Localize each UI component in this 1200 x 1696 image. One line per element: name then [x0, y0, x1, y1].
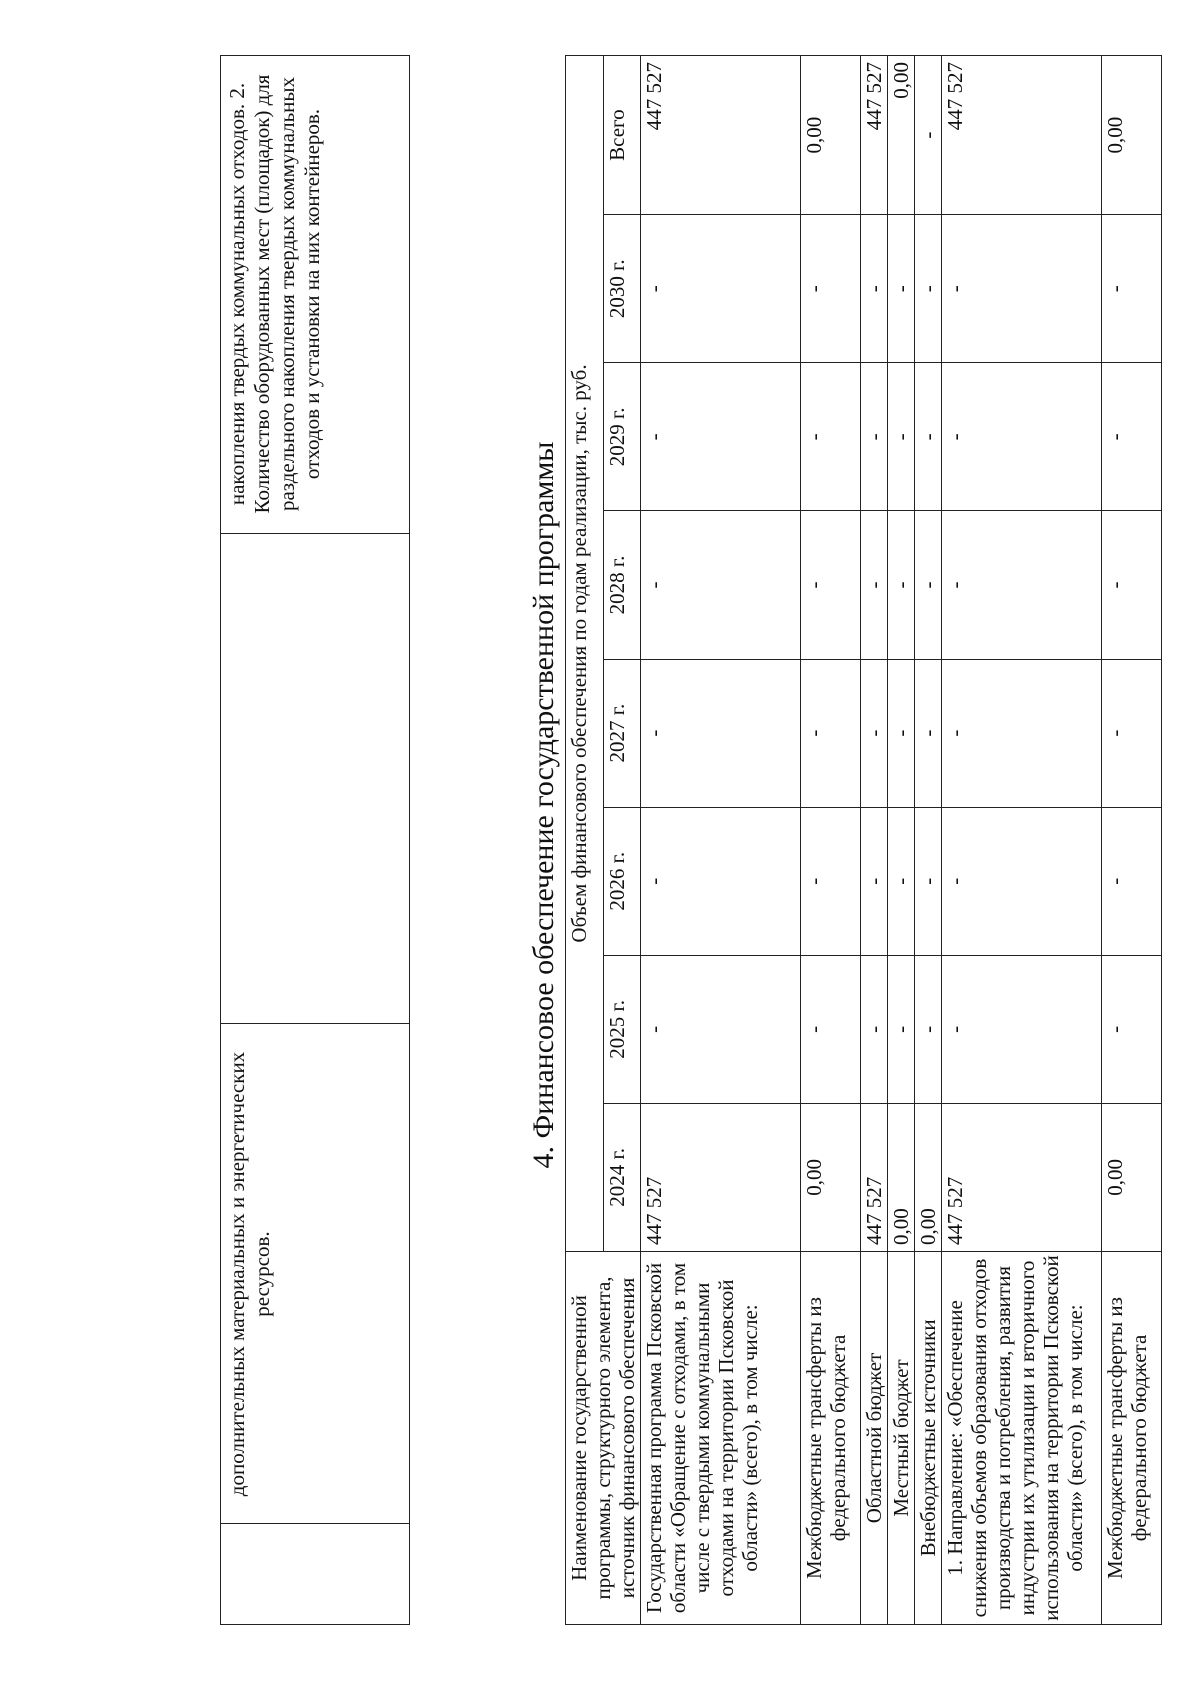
cell-value: - — [888, 807, 915, 955]
cell-value: - — [942, 955, 1102, 1103]
total-header: Всего — [603, 56, 641, 215]
cell-value: - — [861, 363, 888, 511]
year-header: 2028 г. — [603, 511, 641, 659]
cell-value: - — [1102, 511, 1162, 659]
previous-table-fragment — [220, 55, 410, 1625]
cell-value: 0,00 — [1102, 1103, 1162, 1251]
cell-value: - — [915, 511, 942, 659]
row-name: 1. Направление: «Обеспечение снижения объемов образования отходов производства и потребления, развития индустрии их утилизации и вторичного использования на территории Псковской области» (всего), в том числе: — [942, 1251, 1102, 1624]
cell-value: - — [942, 511, 1102, 659]
cell-value: - — [1102, 363, 1162, 511]
row-name: Межбюджетные трансферты из федерального бюджета — [1102, 1251, 1162, 1624]
cell-value: - — [1102, 807, 1162, 955]
year-header: 2024 г. — [603, 1103, 641, 1251]
cell-value: - — [801, 955, 861, 1103]
cell-value: - — [888, 363, 915, 511]
previous-table-cell: дополнительных материальных и энергетических ресурсов. — [225, 1051, 274, 1497]
cell-value: - — [861, 955, 888, 1103]
table-row — [861, 56, 888, 1625]
cell-value: - — [641, 511, 801, 659]
cell-value: 0,00 — [801, 56, 861, 215]
cell-value: - — [888, 659, 915, 807]
row-name: Внебюджетные источники — [915, 1251, 942, 1624]
cell-value: 447 527 — [641, 1103, 801, 1251]
cell-value: 447 527 — [641, 56, 801, 215]
row-name: Местный бюджет — [888, 1251, 915, 1624]
table-row — [1102, 56, 1162, 1625]
cell-value: - — [801, 659, 861, 807]
cell-value: - — [801, 807, 861, 955]
cell-value: - — [942, 215, 1102, 363]
year-header: 2026 г. — [603, 807, 641, 955]
section-title: 4. Финансовое обеспечение государственной программы — [527, 441, 560, 1169]
cell-value: 0,00 — [888, 56, 915, 215]
table-row — [942, 56, 1102, 1625]
cell-value: - — [888, 511, 915, 659]
cell-value: - — [641, 215, 801, 363]
previous-table-cell: накопления твердых коммунальных отходов. 2. Количество оборудованных мест (площадок) для раздельного накопления твердых коммунальных отходов и установки на них контейнеров. — [225, 74, 324, 514]
cell-value: - — [915, 56, 942, 215]
cell-value: - — [915, 363, 942, 511]
cell-value: - — [1102, 955, 1162, 1103]
cell-value: 447 527 — [861, 56, 888, 215]
cell-value: - — [942, 659, 1102, 807]
rotated-page — [65, 35, 1165, 1655]
cell-value: 447 527 — [942, 56, 1102, 215]
cell-value: 447 527 — [861, 1103, 888, 1251]
cell-value: - — [801, 363, 861, 511]
financing-table — [565, 55, 1162, 1625]
table-row — [801, 56, 861, 1625]
header-row — [566, 56, 604, 1625]
row-name: Межбюджетные трансферты из федерального бюджета — [801, 1251, 861, 1624]
cell-value: - — [801, 215, 861, 363]
year-header: 2030 г. — [603, 215, 641, 363]
cell-value: - — [641, 955, 801, 1103]
cell-value: - — [861, 807, 888, 955]
cell-value: - — [641, 659, 801, 807]
table-row — [888, 56, 915, 1625]
cell-value: - — [915, 955, 942, 1103]
row-name: Государственная программа Псковской области «Обращение с отходами, в том числе с твердыми коммунальными отходами на территории Псковской области» (всего), в том числе: — [641, 1251, 801, 1624]
cell-value: - — [915, 215, 942, 363]
cell-value: - — [861, 659, 888, 807]
cell-value: - — [801, 511, 861, 659]
cell-value: - — [641, 807, 801, 955]
cell-value: - — [641, 363, 801, 511]
cell-value: - — [942, 807, 1102, 955]
header-volume: Объем финансового обеспечения по годам реализации, тыс. руб. — [566, 56, 604, 1252]
cell-value: - — [861, 215, 888, 363]
table-row — [641, 56, 801, 1625]
cell-value: - — [1102, 659, 1162, 807]
table-row — [915, 56, 942, 1625]
cell-value: - — [861, 511, 888, 659]
cell-value: 0,00 — [1102, 56, 1162, 215]
cell-value: - — [942, 363, 1102, 511]
cell-value: - — [1102, 215, 1162, 363]
cell-value: - — [915, 659, 942, 807]
cell-value: - — [915, 807, 942, 955]
year-header: 2025 г. — [603, 955, 641, 1103]
header-name: Наименование государственной программы, структурного элемента, источник финансового обеспечения — [566, 1251, 641, 1624]
cell-value: - — [888, 955, 915, 1103]
cell-value: 447 527 — [942, 1103, 1102, 1251]
cell-value: - — [888, 215, 915, 363]
cell-value: 0,00 — [801, 1103, 861, 1251]
row-name: Областной бюджет — [861, 1251, 888, 1624]
cell-value: 0,00 — [888, 1103, 915, 1251]
year-header: 2029 г. — [603, 363, 641, 511]
year-header: 2027 г. — [603, 659, 641, 807]
cell-value: 0,00 — [915, 1103, 942, 1251]
